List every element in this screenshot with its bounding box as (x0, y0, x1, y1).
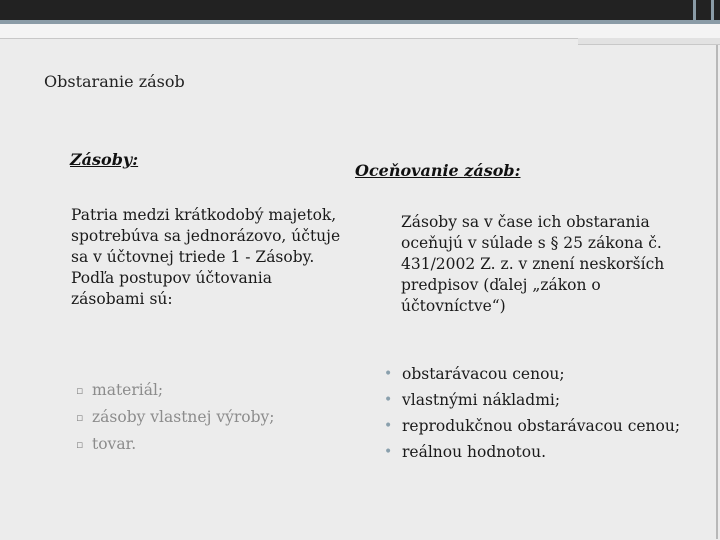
list-item (76, 404, 274, 431)
list-item (384, 439, 684, 465)
round-bullet-icon: • (384, 418, 393, 434)
square-bullet-icon: ▫ (76, 438, 84, 451)
list-item-text: obstarávacou cenou; (402, 365, 565, 383)
list-item (384, 413, 684, 439)
corner-tick-right (711, 0, 714, 20)
right-paragraph: Zásoby sa v čase ich obstarania oceňujú v súlade s § 25 zákona č. 431/2002 Z. z. v znení neskorších predpisov (ďalej „zákon o účtovníctve“) (401, 213, 665, 315)
list-item-text: materiál; (92, 381, 164, 399)
list-item-text: reprodukčnou obstarávacou cenou; (402, 417, 681, 435)
header-tab-right (578, 38, 720, 45)
left-paragraph: Patria medzi krátkodobý majetok, spotrebúva sa jednorázovo, účtuje sa v účtovnej triede 1 - Zásoby. Podľa postupov účtovania zásobami sú: (71, 206, 341, 308)
right-heading: Oceňovanie zásob: (355, 161, 521, 180)
list-item (76, 431, 274, 458)
list-item-text: tovar. (92, 435, 137, 453)
list-item (76, 377, 274, 404)
list-item-text: reálnou hodnotou. (402, 443, 547, 461)
corner-tick-left (693, 0, 696, 20)
square-bullet-icon: ▫ (76, 384, 84, 397)
header-bar-light (0, 24, 720, 38)
square-bullet-icon: ▫ (76, 411, 84, 424)
left-heading: Zásoby: (70, 150, 139, 169)
list-item-text: vlastnými nákladmi; (402, 391, 561, 409)
header-bar-dark (0, 0, 720, 20)
round-bullet-icon: • (384, 366, 393, 382)
slide-title: Obstaranie zásob (44, 72, 185, 91)
round-bullet-icon: • (384, 392, 393, 408)
round-bullet-icon: • (384, 444, 393, 460)
list-item-text: zásoby vlastnej výroby; (92, 408, 275, 426)
left-bullet-list (76, 377, 274, 458)
list-item (384, 361, 684, 387)
right-bullet-list (384, 361, 684, 465)
list-item (384, 387, 684, 413)
